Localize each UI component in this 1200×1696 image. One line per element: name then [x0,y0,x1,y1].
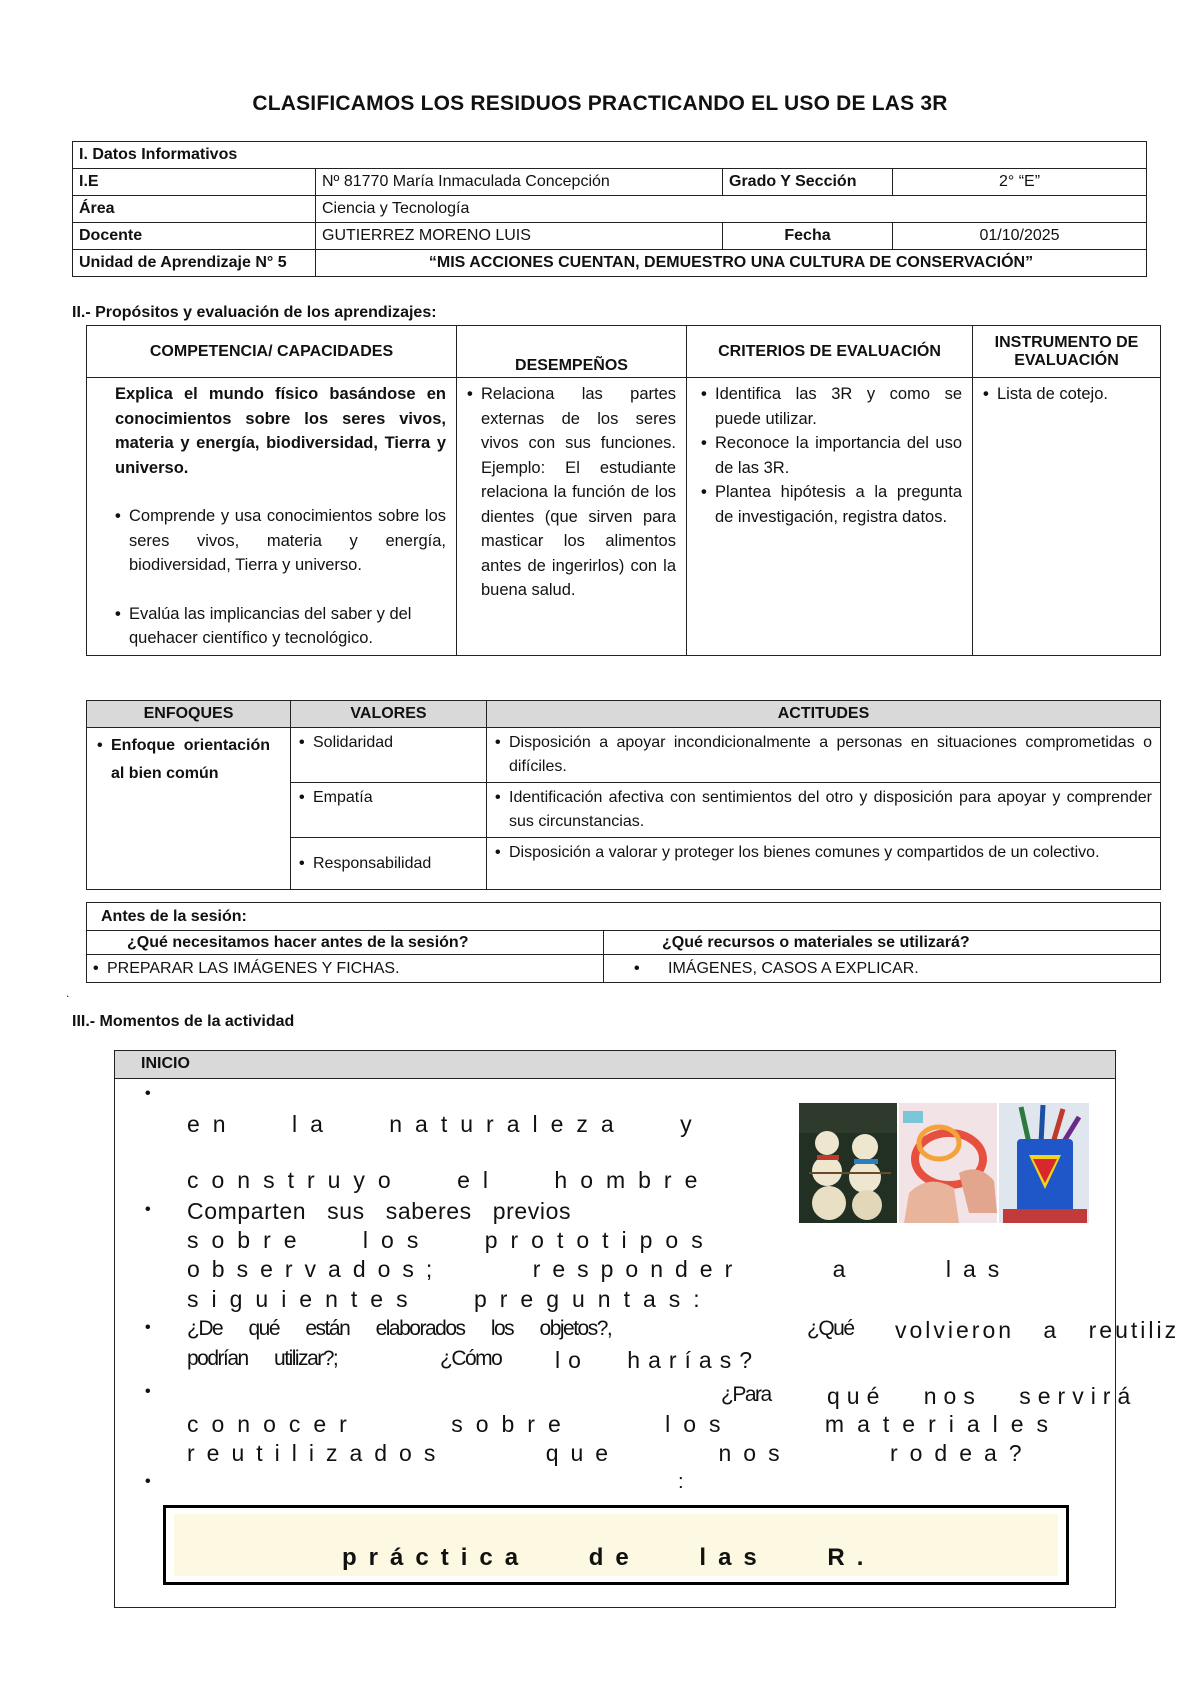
inicio-line-7a: ¿De qué están elaborados los objetos?, [187,1317,612,1340]
fecha-label: Fecha [723,223,893,250]
inicio-line-7b: ¿Qué [807,1317,854,1340]
datos-informativos-table [72,141,1147,277]
grado-label: Grado Y Sección [723,169,893,196]
bullet: • [145,1319,151,1336]
pencil-holder-can-photo [999,1103,1089,1223]
inicio-line-8a: podrían utilizar?; [187,1347,338,1370]
inicio-line-8b: ¿Cómo [440,1347,502,1370]
inicio-line-4: sobre los prototipos [187,1227,716,1253]
capacidad-item: • Comprende y usa conocimientos sobre los seres vivos, materia y energía, biodiversidad, Tierra y universo. [115,504,446,578]
instrumento-item: • Lista de cotejo. [983,382,1150,407]
framed-message-text: práctica de las R. [342,1544,876,1571]
docente-value: GUTIERREZ MORENO LUIS [316,223,723,250]
ie-label: I.E [73,169,316,196]
actitud-empatia: • Identificación afectiva con sentimientos del otro y disposición para apoyar y comprender sus circunstancias. [495,786,1152,834]
criterio-item: • Reconoce la importancia del uso de las 3R. [701,431,962,480]
competencia-header: COMPETENCIA/ CAPACIDADES [87,326,457,378]
bullet: • [145,1085,151,1102]
docente-label: Docente [73,223,316,250]
area-value: Ciencia y Tecnología [316,196,1147,223]
criterios-list [701,382,962,529]
inicio-line-7c: volvieron a reutiliz [895,1317,1180,1343]
enfoque-item: • Enfoque orientación al bien común [97,732,270,788]
enfoque-list [97,732,270,788]
valor-solidaridad: • Solidaridad [299,731,478,755]
antes-header: Antes de la sesión: [87,903,1161,931]
desempenos-list [467,382,676,603]
inicio-line-6: siguientes preguntas: [187,1286,713,1312]
ie-value: Nº 81770 María Inmaculada Concepción [316,169,723,196]
propositos-heading: II.- Propósitos y evaluación de los aprendizajes: [72,304,437,321]
desempeno-item: • Relaciona las partes externas de los seres vivos con sus funciones. Ejemplo: El estudiante relaciona la función de los dientes (que sirven para masticar los alimentos antes de ingerirlos) con la buena salud. [467,382,676,603]
antes-sesion-table [86,902,1161,983]
inicio-line-9a: ¿Para [721,1383,771,1406]
inicio-line-12: : [678,1471,684,1493]
inicio-line-10: conocer sobre los materiales [187,1411,1062,1437]
document-title: CLASIFICAMOS LOS RESIDUOS PRACTICANDO EL USO DE LAS 3R [252,92,948,115]
competencia-text: Explica el mundo físico basándose en conocimientos sobre los seres vivos, materia y energía, biodiversidad, Tierra y universo. [115,385,446,477]
datos-header: I. Datos Informativos [73,142,1147,169]
grado-value: 2° “E” [893,169,1147,196]
momentos-heading: III.- Momentos de la actividad [72,1013,295,1030]
framed-message-box [163,1505,1069,1585]
fecha-value: 01/10/2025 [893,223,1147,250]
criterio-item: • Plantea hipótesis a la pregunta de investigación, registra datos. [701,480,962,529]
antes-q1: ¿Qué necesitamos hacer antes de la sesión? [87,931,604,955]
desempenos-header: DESEMPEÑOS [457,326,687,378]
propositos-table [86,325,1161,656]
inicio-line-3: Comparten sus saberes previos [187,1198,572,1224]
area-label: Área [73,196,316,223]
inicio-line-5: observados; responder a las [187,1256,1012,1282]
capacidades-list [115,504,446,578]
inicio-box [114,1050,1180,1608]
inicio-line-9b: qué nos servirá [827,1383,1138,1409]
criterio-item: • Identifica las 3R y como se puede utilizar. [701,382,962,431]
instrumento-list [983,382,1150,407]
bullet: • [145,1383,151,1400]
actitud-responsabilidad: • Disposición a valorar y proteger los bienes comunes y compartidos de un colectivo. [495,841,1152,865]
criterios-header: CRITERIOS DE EVALUACIÓN [687,326,973,378]
inicio-line-8c: lo harías? [555,1347,761,1373]
valores-header: VALORES [291,701,487,728]
enfoques-header: ENFOQUES [87,701,291,728]
antes-q2: ¿Qué recursos o materiales se utilizará? [604,931,1161,955]
inicio-line-1: en la naturaleza y [187,1111,705,1137]
unidad-value: “MIS ACCIONES CUENTAN, DEMUESTRO UNA CULTURA DE CONSERVACIÓN” [316,250,1147,277]
unidad-label: Unidad de Aprendizaje N° 5 [73,250,316,277]
actitud-solidaridad: • Disposición a apoyar incondicionalmente a personas en situaciones comprometidas o difíciles. [495,731,1152,779]
instrumento-header: INSTRUMENTO DE EVALUACIÓN [973,326,1161,378]
snowman-ornament-photo [799,1103,897,1223]
prototipos-images [799,1103,1089,1223]
capacidades-list-2 [115,602,446,651]
inicio-line-11: reutilizados que nos rodea? [187,1440,1034,1466]
bullet: • [145,1473,151,1490]
stray-dot: . [66,986,70,1000]
valor-responsabilidad: • Responsabilidad [299,852,478,876]
inicio-line-2: construyo el hombre [187,1167,711,1193]
antes-a1: • PREPARAR LAS IMÁGENES Y FICHAS. [93,960,597,978]
inicio-label: INICIO [115,1051,1115,1079]
antes-a2: • IMÁGENES, CASOS A EXPLICAR. [634,960,1154,978]
enfoques-table [86,700,1161,890]
capacidad-item: • Evalúa las implicancias del saber y del quehacer científico y tecnológico. [115,602,446,651]
valor-empatia: • Empatía [299,786,478,810]
bullet: • [145,1201,151,1218]
actitudes-header: ACTITUDES [487,701,1161,728]
bottle-ring-craft-photo [899,1103,997,1223]
